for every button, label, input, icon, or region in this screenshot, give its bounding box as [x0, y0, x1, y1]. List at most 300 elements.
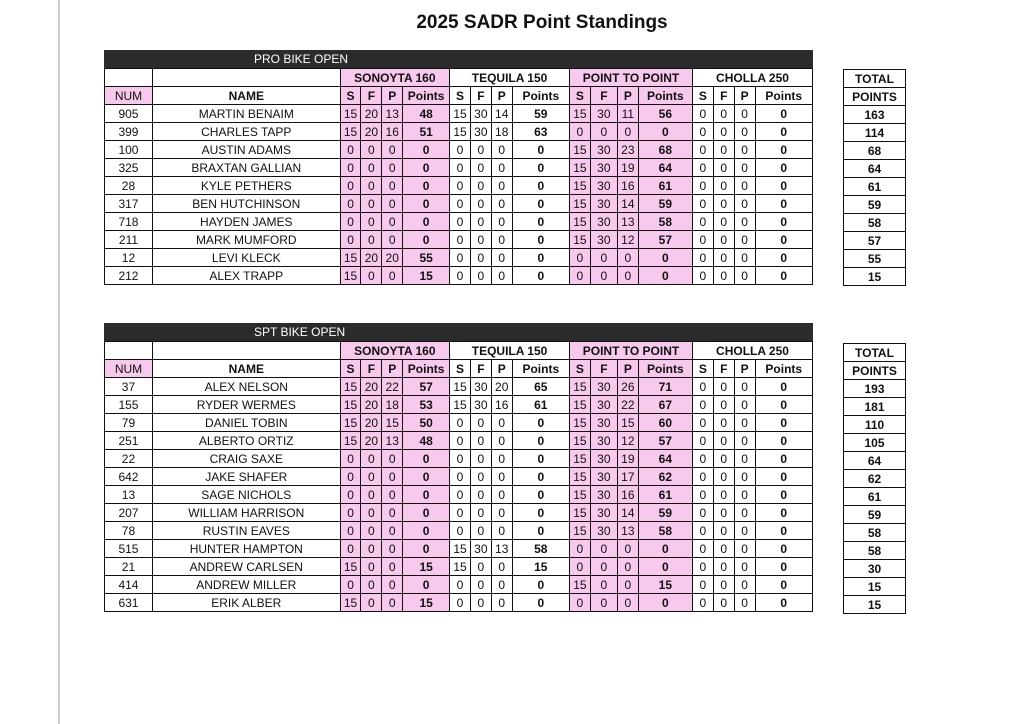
start-points: 0 — [692, 576, 713, 594]
event-header-row — [105, 342, 813, 360]
event-header: CHOLLA 250 — [692, 342, 812, 360]
place-points: 0 — [734, 558, 755, 576]
table-row — [105, 504, 813, 522]
standings-table — [104, 68, 813, 285]
total-points: 64 — [844, 452, 906, 470]
total-points: 15 — [844, 268, 906, 286]
start-points: 15 — [569, 378, 590, 396]
rider-name: AUSTIN ADAMS — [152, 141, 340, 159]
start-points: 0 — [692, 123, 713, 141]
place-points: 0 — [617, 123, 638, 141]
event-points: 51 — [403, 123, 450, 141]
place-points: 0 — [617, 249, 638, 267]
place-points: 0 — [491, 432, 512, 450]
rider-number: 100 — [105, 141, 153, 159]
start-points: 0 — [569, 123, 590, 141]
finish-points: 20 — [361, 249, 382, 267]
finish-points: 0 — [713, 540, 734, 558]
s-header: S — [340, 87, 361, 105]
event-points: 0 — [512, 522, 569, 540]
place-points: 0 — [734, 504, 755, 522]
start-points: 0 — [450, 486, 471, 504]
total-row — [844, 560, 906, 578]
total-points: 105 — [844, 434, 906, 452]
place-points: 12 — [617, 432, 638, 450]
total-row — [844, 106, 906, 124]
finish-points: 30 — [590, 231, 617, 249]
finish-points: 0 — [713, 195, 734, 213]
place-points: 0 — [734, 468, 755, 486]
start-points: 0 — [692, 159, 713, 177]
finish-points: 0 — [713, 213, 734, 231]
event-points: 0 — [755, 195, 813, 213]
rider-number: 22 — [105, 450, 153, 468]
column-header-row — [105, 360, 813, 378]
start-points: 0 — [450, 249, 471, 267]
start-points: 0 — [340, 195, 361, 213]
event-points: 0 — [755, 594, 813, 612]
event-points: 50 — [403, 414, 450, 432]
start-points: 0 — [692, 450, 713, 468]
start-points: 15 — [340, 432, 361, 450]
place-points: 0 — [491, 576, 512, 594]
rider-name: ANDREW CARLSEN — [152, 558, 340, 576]
start-points: 0 — [692, 540, 713, 558]
start-points: 0 — [450, 504, 471, 522]
place-points: 0 — [617, 594, 638, 612]
event-points: 0 — [403, 213, 450, 231]
finish-points: 30 — [590, 468, 617, 486]
start-points: 0 — [450, 159, 471, 177]
total-row — [844, 578, 906, 596]
table-row — [105, 105, 813, 123]
points-header: Points — [512, 87, 569, 105]
event-points: 0 — [638, 558, 692, 576]
start-points: 0 — [692, 177, 713, 195]
event-points: 0 — [512, 177, 569, 195]
rider-name: LEVI KLECK — [152, 249, 340, 267]
finish-points: 0 — [361, 558, 382, 576]
num-header: NUM — [105, 360, 153, 378]
rider-number: 207 — [105, 504, 153, 522]
blank-cell — [152, 69, 340, 87]
event-points: 0 — [512, 486, 569, 504]
event-points: 0 — [755, 141, 813, 159]
p-header: P — [382, 87, 403, 105]
event-points: 0 — [755, 414, 813, 432]
p-header: P — [491, 360, 512, 378]
place-points: 0 — [382, 213, 403, 231]
place-points: 0 — [734, 249, 755, 267]
rider-number: 21 — [105, 558, 153, 576]
event-points: 0 — [755, 159, 813, 177]
event-points: 0 — [755, 231, 813, 249]
event-points: 0 — [512, 231, 569, 249]
table-row — [105, 267, 813, 285]
event-points: 0 — [403, 468, 450, 486]
event-points: 0 — [638, 267, 692, 285]
place-points: 0 — [491, 522, 512, 540]
finish-points: 0 — [713, 105, 734, 123]
place-points: 0 — [491, 159, 512, 177]
event-points: 0 — [638, 249, 692, 267]
total-points: 58 — [844, 214, 906, 232]
finish-points: 0 — [361, 594, 382, 612]
finish-points: 20 — [361, 414, 382, 432]
s-header: S — [340, 360, 361, 378]
event-points: 61 — [638, 486, 692, 504]
place-points: 0 — [734, 522, 755, 540]
total-row — [844, 398, 906, 416]
finish-points: 0 — [713, 432, 734, 450]
place-points: 0 — [382, 468, 403, 486]
start-points: 15 — [450, 378, 471, 396]
finish-points: 30 — [590, 432, 617, 450]
event-points: 0 — [403, 576, 450, 594]
place-points: 0 — [382, 540, 403, 558]
f-header: F — [590, 87, 617, 105]
blank-cell — [105, 342, 153, 360]
rider-number: 79 — [105, 414, 153, 432]
rider-number: 78 — [105, 522, 153, 540]
finish-points: 0 — [470, 450, 491, 468]
total-row — [844, 524, 906, 542]
event-points: 64 — [638, 159, 692, 177]
total-header: TOTAL — [844, 344, 906, 362]
table-row — [105, 249, 813, 267]
event-points: 0 — [638, 540, 692, 558]
table-row — [105, 594, 813, 612]
place-points: 20 — [491, 378, 512, 396]
start-points: 0 — [340, 540, 361, 558]
rider-number: 515 — [105, 540, 153, 558]
start-points: 0 — [340, 450, 361, 468]
start-points: 0 — [450, 522, 471, 540]
finish-points: 0 — [361, 159, 382, 177]
total-points: 15 — [844, 596, 906, 614]
place-points: 0 — [734, 177, 755, 195]
start-points: 15 — [569, 576, 590, 594]
s-header: S — [692, 360, 713, 378]
table-row — [105, 177, 813, 195]
event-points: 0 — [755, 432, 813, 450]
total-row — [844, 488, 906, 506]
start-points: 15 — [340, 378, 361, 396]
total-row — [844, 542, 906, 560]
place-points: 0 — [734, 105, 755, 123]
place-points: 13 — [491, 540, 512, 558]
finish-points: 0 — [590, 594, 617, 612]
place-points: 0 — [491, 267, 512, 285]
total-row — [844, 142, 906, 160]
total-points: 15 — [844, 578, 906, 596]
finish-points: 0 — [590, 558, 617, 576]
place-points: 0 — [491, 450, 512, 468]
column-header-row — [105, 87, 813, 105]
finish-points: 30 — [590, 504, 617, 522]
rider-number: 251 — [105, 432, 153, 450]
start-points: 15 — [569, 231, 590, 249]
points-header: Points — [512, 360, 569, 378]
rider-name: JAKE SHAFER — [152, 468, 340, 486]
start-points: 0 — [692, 432, 713, 450]
rider-number: 37 — [105, 378, 153, 396]
s-header: S — [569, 87, 590, 105]
finish-points: 0 — [713, 378, 734, 396]
start-points: 15 — [450, 396, 471, 414]
place-points: 0 — [734, 213, 755, 231]
finish-points: 30 — [470, 123, 491, 141]
place-points: 0 — [734, 123, 755, 141]
start-points: 0 — [450, 213, 471, 231]
standings-table — [104, 341, 813, 612]
points-header: Points — [638, 360, 692, 378]
finish-points: 20 — [361, 432, 382, 450]
place-points: 0 — [491, 468, 512, 486]
event-points: 0 — [755, 267, 813, 285]
rider-number: 325 — [105, 159, 153, 177]
start-points: 15 — [569, 432, 590, 450]
start-points: 15 — [569, 159, 590, 177]
standings-block — [104, 323, 813, 612]
place-points: 0 — [491, 195, 512, 213]
finish-points: 0 — [713, 558, 734, 576]
event-points: 55 — [403, 249, 450, 267]
rider-name: HAYDEN JAMES — [152, 213, 340, 231]
start-points: 0 — [340, 504, 361, 522]
event-points: 0 — [512, 576, 569, 594]
total-points: 58 — [844, 524, 906, 542]
rider-number: 414 — [105, 576, 153, 594]
finish-points: 0 — [713, 594, 734, 612]
rider-name: ALEX NELSON — [152, 378, 340, 396]
place-points: 0 — [617, 267, 638, 285]
start-points: 15 — [340, 594, 361, 612]
event-header: TEQUILA 150 — [450, 342, 570, 360]
event-points: 0 — [403, 231, 450, 249]
event-points: 15 — [403, 267, 450, 285]
place-points: 0 — [734, 231, 755, 249]
place-points: 0 — [734, 432, 755, 450]
total-points-block — [843, 343, 906, 614]
total-header-row — [844, 344, 906, 362]
total-points: 59 — [844, 506, 906, 524]
finish-points: 0 — [470, 468, 491, 486]
event-points: 57 — [638, 432, 692, 450]
table-row — [105, 432, 813, 450]
table-row — [105, 486, 813, 504]
page-title: 2025 SADR Point Standings — [416, 12, 668, 33]
event-points: 0 — [512, 414, 569, 432]
finish-points: 0 — [361, 450, 382, 468]
finish-points: 0 — [361, 468, 382, 486]
event-points: 68 — [638, 141, 692, 159]
start-points: 0 — [569, 594, 590, 612]
event-points: 0 — [755, 105, 813, 123]
table-row — [105, 576, 813, 594]
start-points: 0 — [450, 231, 471, 249]
finish-points: 0 — [470, 558, 491, 576]
rider-number: 13 — [105, 486, 153, 504]
place-points: 0 — [617, 540, 638, 558]
event-points: 0 — [755, 450, 813, 468]
start-points: 0 — [450, 432, 471, 450]
scan-edge-line — [58, 0, 60, 724]
finish-points: 0 — [470, 231, 491, 249]
event-points: 62 — [638, 468, 692, 486]
points-header: Points — [755, 360, 813, 378]
place-points: 0 — [382, 486, 403, 504]
event-points: 0 — [755, 522, 813, 540]
place-points: 13 — [382, 105, 403, 123]
table-row — [105, 141, 813, 159]
finish-points: 0 — [713, 249, 734, 267]
place-points: 16 — [617, 486, 638, 504]
start-points: 0 — [692, 558, 713, 576]
finish-points: 20 — [361, 105, 382, 123]
event-points: 63 — [512, 123, 569, 141]
finish-points: 0 — [361, 141, 382, 159]
place-points: 19 — [617, 159, 638, 177]
event-points: 0 — [755, 576, 813, 594]
place-points: 0 — [734, 159, 755, 177]
finish-points: 0 — [361, 576, 382, 594]
finish-points: 0 — [470, 249, 491, 267]
rider-number: 212 — [105, 267, 153, 285]
start-points: 0 — [340, 576, 361, 594]
event-points: 0 — [755, 177, 813, 195]
rider-name: ALEX TRAPP — [152, 267, 340, 285]
start-points: 0 — [692, 504, 713, 522]
finish-points: 30 — [470, 378, 491, 396]
event-header: SONOYTA 160 — [340, 69, 449, 87]
start-points: 15 — [569, 396, 590, 414]
rider-number: 399 — [105, 123, 153, 141]
event-points: 57 — [638, 231, 692, 249]
f-header: F — [713, 360, 734, 378]
rider-number: 718 — [105, 213, 153, 231]
event-points: 15 — [403, 558, 450, 576]
start-points: 15 — [340, 267, 361, 285]
event-points: 59 — [638, 504, 692, 522]
finish-points: 30 — [590, 396, 617, 414]
place-points: 15 — [617, 414, 638, 432]
finish-points: 0 — [470, 432, 491, 450]
start-points: 15 — [340, 249, 361, 267]
start-points: 0 — [692, 522, 713, 540]
finish-points: 0 — [361, 504, 382, 522]
rider-name: KYLE PETHERS — [152, 177, 340, 195]
finish-points: 30 — [590, 450, 617, 468]
event-points: 0 — [512, 594, 569, 612]
rider-name: WILLIAM HARRISON — [152, 504, 340, 522]
place-points: 22 — [617, 396, 638, 414]
event-points: 0 — [512, 213, 569, 231]
place-points: 0 — [382, 594, 403, 612]
finish-points: 0 — [361, 177, 382, 195]
finish-points: 0 — [470, 504, 491, 522]
total-row — [844, 214, 906, 232]
total-row — [844, 196, 906, 214]
place-points: 26 — [617, 378, 638, 396]
place-points: 0 — [734, 450, 755, 468]
start-points: 15 — [340, 105, 361, 123]
start-points: 0 — [692, 396, 713, 414]
rider-name: RUSTIN EAVES — [152, 522, 340, 540]
start-points: 0 — [569, 558, 590, 576]
start-points: 0 — [692, 267, 713, 285]
start-points: 0 — [692, 141, 713, 159]
place-points: 0 — [491, 558, 512, 576]
event-points: 0 — [755, 558, 813, 576]
place-points: 0 — [617, 558, 638, 576]
finish-points: 30 — [590, 414, 617, 432]
start-points: 0 — [340, 231, 361, 249]
start-points: 15 — [569, 522, 590, 540]
start-points: 0 — [450, 576, 471, 594]
s-header: S — [450, 87, 471, 105]
place-points: 0 — [491, 504, 512, 522]
event-points: 0 — [403, 141, 450, 159]
start-points: 15 — [450, 123, 471, 141]
event-points: 59 — [512, 105, 569, 123]
total-points: 163 — [844, 106, 906, 124]
start-points: 0 — [692, 249, 713, 267]
start-points: 0 — [569, 540, 590, 558]
total-points: 61 — [844, 488, 906, 506]
start-points: 15 — [569, 504, 590, 522]
event-points: 0 — [755, 468, 813, 486]
finish-points: 0 — [713, 267, 734, 285]
event-points: 48 — [403, 432, 450, 450]
table-row — [105, 195, 813, 213]
start-points: 0 — [692, 594, 713, 612]
rider-number: 642 — [105, 468, 153, 486]
start-points: 15 — [569, 414, 590, 432]
points-header: Points — [638, 87, 692, 105]
start-points: 0 — [569, 249, 590, 267]
event-points: 0 — [403, 177, 450, 195]
place-points: 0 — [491, 249, 512, 267]
place-points: 0 — [382, 267, 403, 285]
table-row — [105, 450, 813, 468]
p-header: P — [617, 87, 638, 105]
place-points: 0 — [734, 594, 755, 612]
event-header: CHOLLA 250 — [692, 69, 812, 87]
total-points: 64 — [844, 160, 906, 178]
total-points-table — [843, 69, 906, 286]
place-points: 0 — [491, 594, 512, 612]
table-row — [105, 123, 813, 141]
finish-points: 0 — [713, 486, 734, 504]
name-header: NAME — [152, 360, 340, 378]
f-header: F — [361, 87, 382, 105]
start-points: 0 — [340, 177, 361, 195]
points-header: Points — [403, 360, 450, 378]
event-points: 67 — [638, 396, 692, 414]
finish-points: 30 — [590, 378, 617, 396]
start-points: 0 — [450, 450, 471, 468]
place-points: 22 — [382, 378, 403, 396]
place-points: 11 — [617, 105, 638, 123]
start-points: 0 — [692, 378, 713, 396]
start-points: 15 — [569, 486, 590, 504]
rider-name: ANDREW MILLER — [152, 576, 340, 594]
event-points: 0 — [403, 159, 450, 177]
place-points: 0 — [734, 267, 755, 285]
start-points: 0 — [340, 486, 361, 504]
finish-points: 30 — [470, 540, 491, 558]
